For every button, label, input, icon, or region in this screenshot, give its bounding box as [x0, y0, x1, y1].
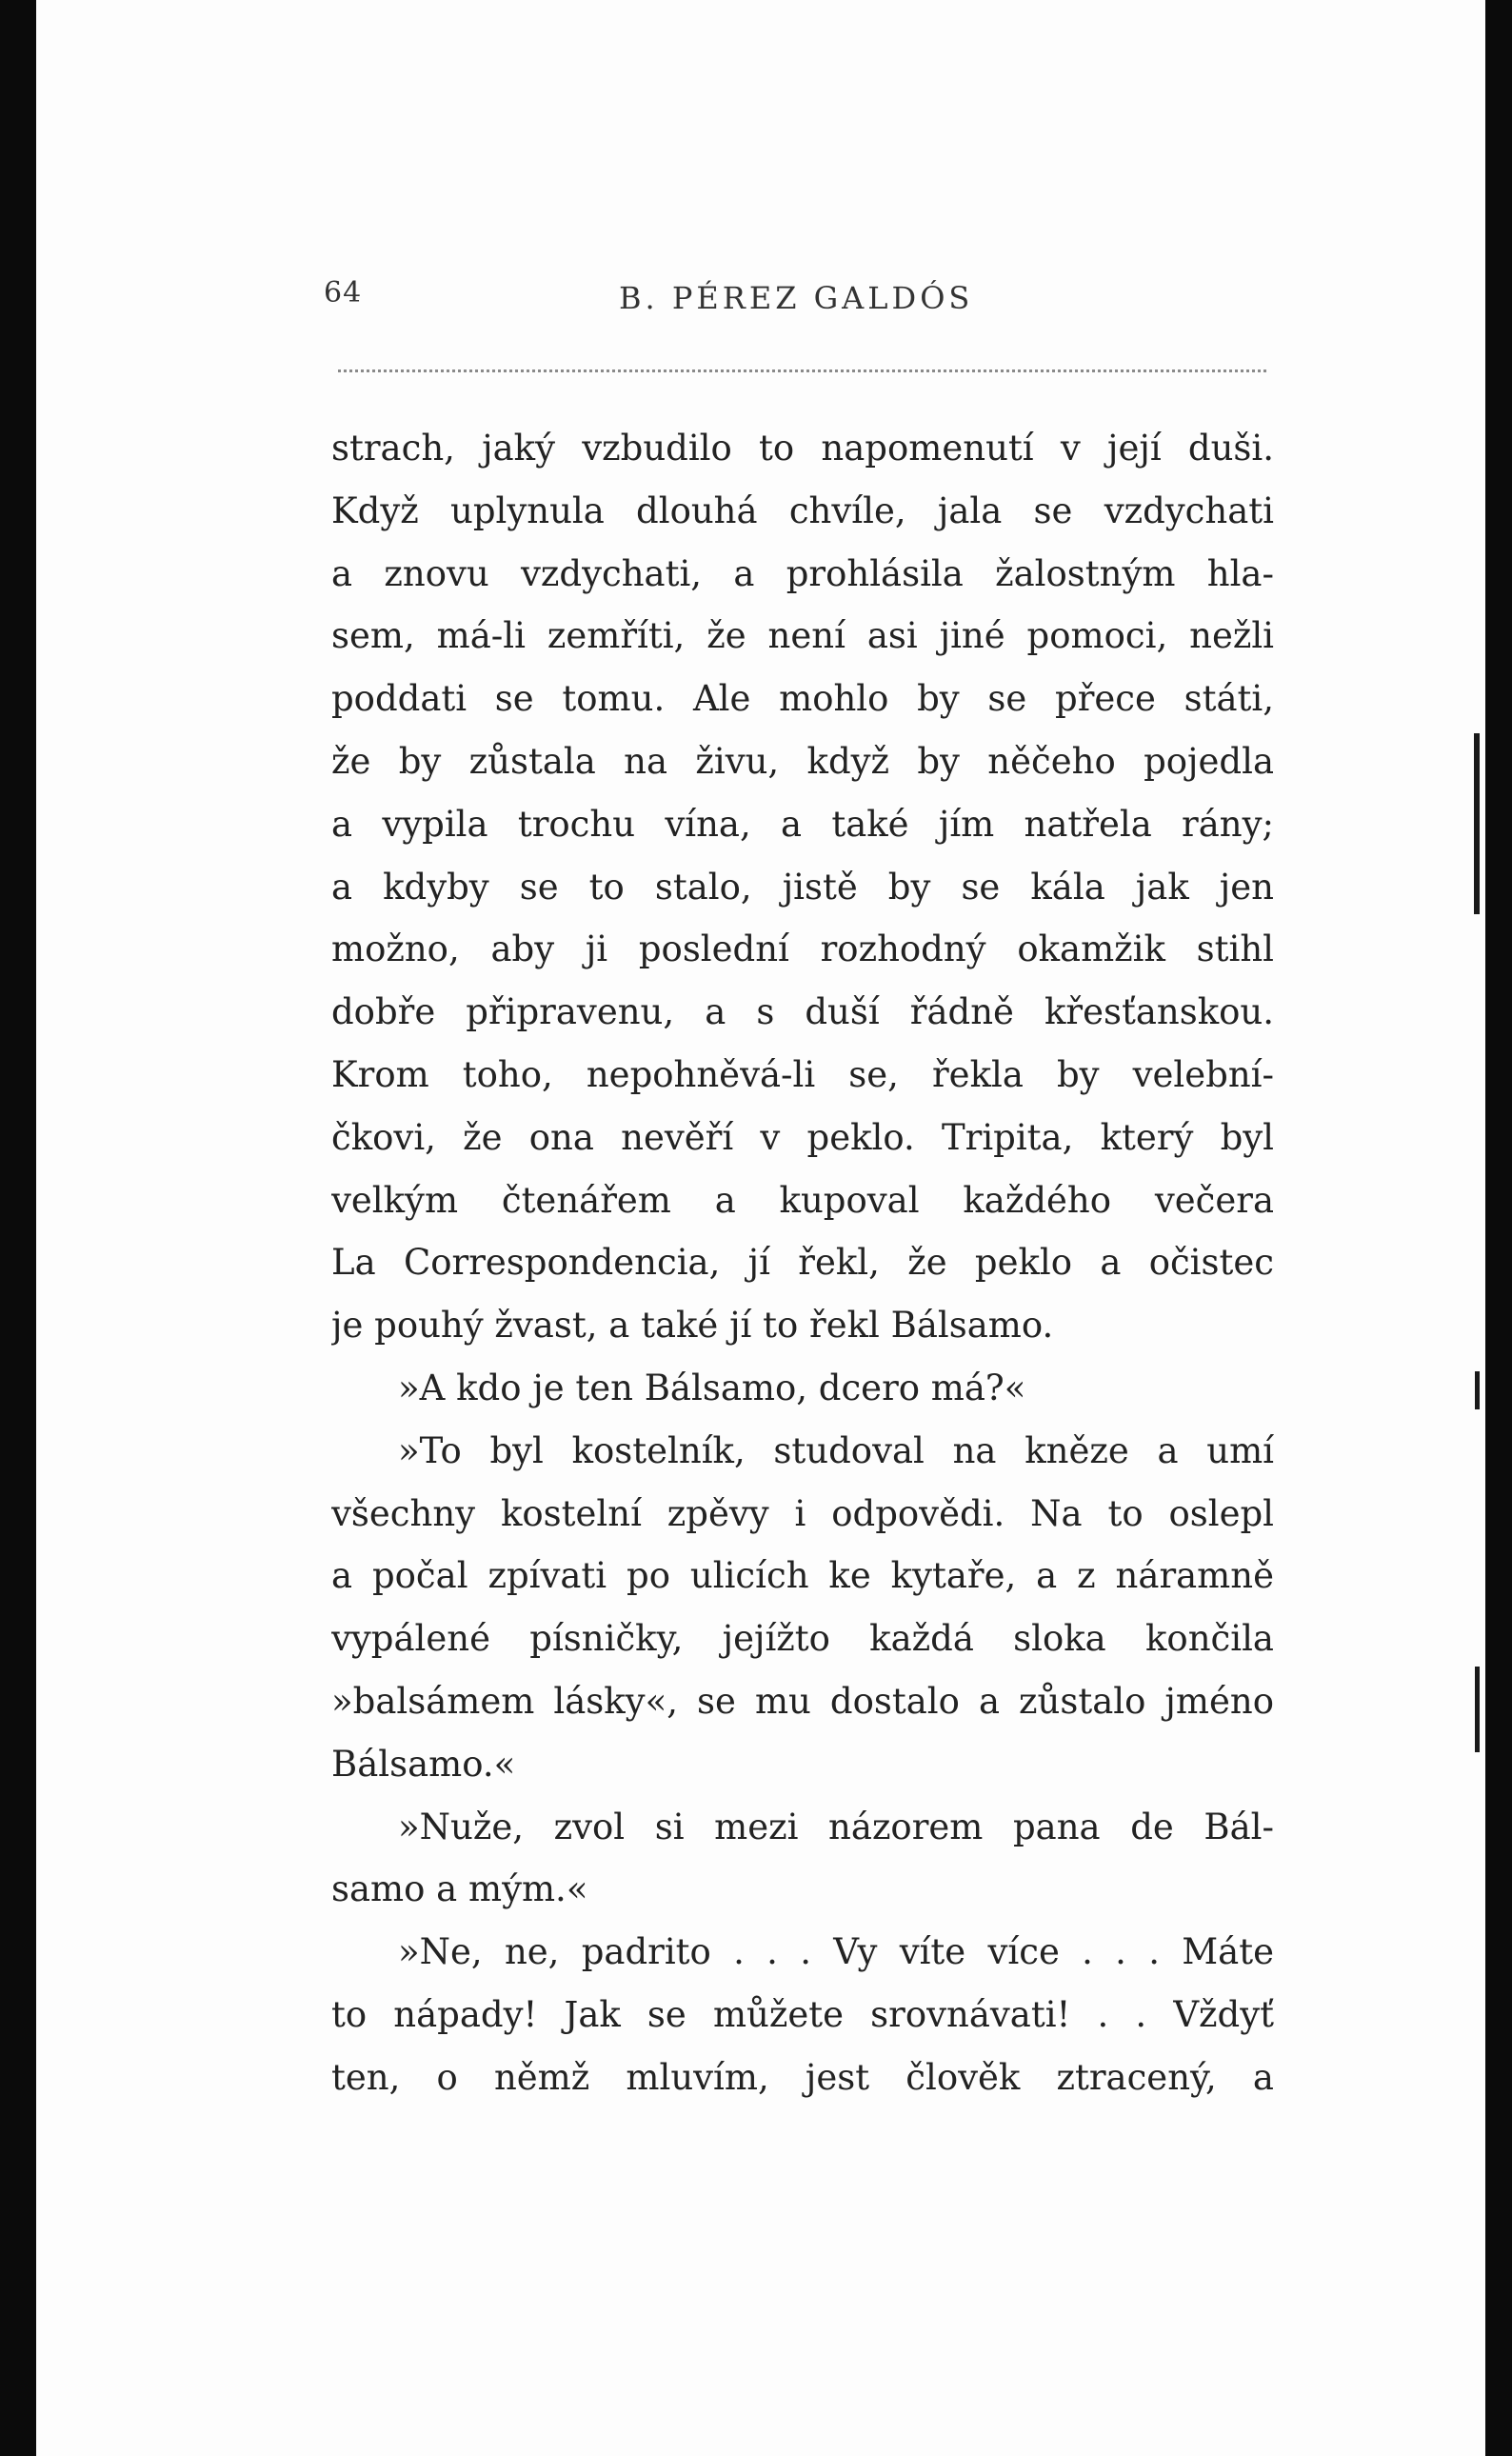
- text-line: strach, jaký vzbudilo to napomenutí v její duši.: [331, 428, 1274, 469]
- text-line: je pouhý žvast, a také jí to řekl Bálsamo.: [331, 1305, 1054, 1347]
- text-line: »A kdo je ten Bálsamo, dcero má?«: [398, 1367, 1026, 1408]
- text-line: a kdyby se to stalo, jistě by se kála jak jen: [331, 866, 1274, 908]
- text-line: a znovu vzdychati, a prohlásila žalostným hla-: [331, 552, 1274, 594]
- page-header: [324, 276, 1276, 333]
- text-line: samo a mým.«: [331, 1868, 588, 1910]
- text-line: La Correspondencia, jí řekl, že peklo a očistec: [331, 1242, 1274, 1284]
- text-line: Když uplynula dlouhá chvíle, jala se vzdychati: [331, 489, 1274, 531]
- body-text: [331, 417, 1274, 2109]
- header-divider: [338, 369, 1266, 372]
- page-number: 64: [324, 276, 363, 309]
- text-line: to nápady! Jak se můžete srovnávati! . . Vždyť: [331, 1993, 1274, 2035]
- text-line: vypálené písničky, jejížto každá sloka končila: [331, 1618, 1274, 1660]
- text-line: dobře připravenu, a s duší řádně křesťanskou.: [331, 991, 1274, 1033]
- text-line: čkovi, že ona nevěří v peklo. Tripita, který byl: [331, 1116, 1274, 1158]
- page-edge-mark: [1475, 1371, 1480, 1409]
- text-line: že by zůstala na živu, když by něčeho pojedla: [331, 740, 1274, 782]
- text-line: velkým čtenářem a kupoval každého večera: [331, 1179, 1274, 1221]
- text-line: možno, aby ji poslední rozhodný okamžik stihl: [331, 928, 1274, 970]
- text-line: všechny kostelní zpěvy i odpovědi. Na to oslepl: [331, 1492, 1274, 1534]
- text-line: »To byl kostelník, studoval na kněze a umí: [398, 1429, 1274, 1471]
- text-line: poddati se tomu. Ale mohlo by se přece státi,: [331, 678, 1274, 720]
- text-line: a vypila trochu vína, a také jím natřela rány;: [331, 803, 1274, 845]
- text-line: »Ne, ne, padrito . . . Vy víte více . . . Máte: [398, 1931, 1274, 1973]
- text-line: Krom toho, nepohněvá-li se, řekla by velební-: [331, 1053, 1274, 1095]
- page-edge-mark: [1475, 1667, 1480, 1752]
- page-edge-mark: [1474, 733, 1480, 914]
- text-line: Bálsamo.«: [331, 1743, 516, 1785]
- text-line: ten, o němž mluvím, jest člověk ztracený, a: [331, 2056, 1274, 2098]
- text-line: »Nuže, zvol si mezi názorem pana de Bál-: [398, 1806, 1274, 1847]
- running-head: B. PÉREZ GALDÓS: [619, 280, 974, 316]
- text-line: a počal zpívati po ulicích ke kytaře, a z náramně: [331, 1555, 1274, 1597]
- text-line: »balsámem lásky«, se mu dostalo a zůstalo jméno: [331, 1680, 1274, 1722]
- text-line: sem, má-li zemříti, že není asi jiné pomoci, nežli: [331, 615, 1274, 657]
